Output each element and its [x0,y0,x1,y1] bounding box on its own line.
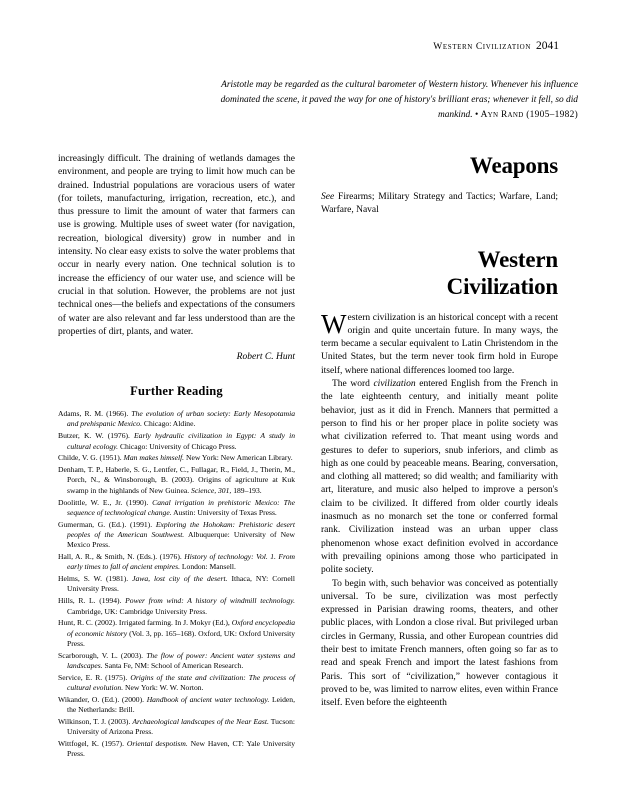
reference-entry: Hall, A. R., & Smith, N. (Eds.). (1976). History of technology: Vol. 1. From early times to fall of ancient empires. London: Mansell. [58,552,295,572]
further-reading-heading: Further Reading [130,384,223,399]
reference-entry: Wilkinson, T. J. (2003). Archaeological landscapes of the Near East. Tucson: University of Arizona Press. [58,716,295,737]
reference-entry: Doolittle, W. E., Jr. (1990). Canal irrigation in prehistoric Mexico: The sequence of technological change. Austin: University of Texas Press. [58,497,295,517]
entry-opening-paragraph [321,308,558,378]
right-column [321,153,558,711]
article-paragraph: increasingly difficult. The draining of wetlands damages the environment, and people are trying to limit how much can be drained. Industrial populations are voracious users of water (for toilets, manufacturing, irrigation, recreation, etc.), and thus pressure to limit the amount of water that farmers can use is growing. Multiple uses of sweet water (for navigation, recreation, biological diversity) grow in number and in intensity. No clear easy exists to solve the water problems that occur in nearly every nation. One technical solution is to increase the efficiency of our water use, and science will be crucial in that solution. However, the problems are not just technical ones—the beliefs and expectations of the consumers of water are also relevant and far less understood than are the properties of dirt, plants, and water. [58,154,295,337]
see-also-list: Firearms; Military Strategy and Tactics; Warfare, Land; Warfare, Naval [321,192,558,216]
reference-entry: Hills, R. L. (1994). Power from wind: A history of windmill technology. Cambridge, UK: Cambridge University Press. [58,596,296,616]
reference-entry: Gumerman, G. (Ed.). (1991). Exploring the Hohokam: Prehistoric desert peoples of the American Southwest. Albuquerque: University of New Mexico Press. [58,519,295,550]
reference-entry: Service, E. R. (1975). Origins of the state and civilization: The process of cultural evolution. New York: W. W. Norton. [58,672,295,693]
entry-paragraph: The word civilization entered English from the French in the late eighteenth century, and initially meant polite behavior, just as it did in French. Manners that permitted a person to find his or her proper place in polite society was what civilization referred to. That meant using words and gestures to defer to superiors, snub inferiors, and climb as high as one could by peaceable means. Bearing, conversation, and clothing all mattered; so did wealth; and familiarity with art, literature, and music also helped to improve a person's claim to be civilized. It differed from older courtly ideals inasmuch as no monarch set the tone or conferred formal rank. Civilization instead was an urban upper class phenomenon whose exact definition evolved in accordance with prevailing opinions among those who participated in polite society. [321,379,559,576]
entry-title-line1: Western [477,246,558,272]
drop-cap: W [321,308,347,339]
epigraph-attribution: Ayn Rand (1905–1982) [480,110,578,120]
reference-entry: Wikander, O. (Ed.). (2000). Handbook of ancient water technology. Leiden, the Netherlands: Brill. [58,694,295,715]
reference-entry: Childe, V. G. (1951). Man makes himself. New York: New American Library. [58,453,293,463]
reference-entry: Helms, S. W. (1981). Jawa, lost city of the desert. Ithaca, NY: Cornell University Press. [58,574,295,594]
epigraph [204,78,578,123]
author-signature: Robert C. Hunt [236,352,295,363]
epigraph-bullet: • [474,110,479,120]
entry-title-weapons: Weapons [469,153,558,178]
two-column-body [58,153,559,761]
reference-entry: Hunt, R. C. (2002). Irrigated farming. In J. Mokyr (Ed.), Oxford encyclopedia of economic history (Vol. 3, pp. 165–168). Oxford, UK: Oxford University Press. [58,618,296,648]
see-also-weapons [321,191,558,218]
see-also-prefix: See [321,192,335,202]
page-number: 2041 [536,40,559,52]
reference-entry: Wittfogel, K. (1957). Oriental despotism. New Haven, CT: Yale University Press. [58,739,295,759]
running-head-title: Western Civilization [433,42,531,52]
reference-entry: Butzer, K. W. (1976). Early hydraulic civilization in Egypt: A study in cultural ecology. Chicago: University of Chicago Press. [58,431,295,451]
entry-title-line2: Civilization [446,273,558,299]
left-column [58,153,295,761]
entry-title-western-civilization [321,246,558,300]
entry-paragraph: To begin with, such behavior was conceived as potentially universal. To be sure, civilization was most perfectly expressed in Parisian drawing rooms, theaters, and other public places, with London a close rival. But privileged urban circles in Germany, Russia, and other European countries did their best to imitate French manners, often going so far as to read and speak French and import the latest fashions from Paris. This sort of “civilization,” however contagious it proved to be, was limited to narrow elites, even within France itself. Even before the eighteenth [321,578,558,709]
reference-entry: Adams, R. M. (1966). The evolution of urban society: Early Mesopotamia and prehispanic Mexico. Chicago: Aldine. [58,409,295,429]
entry-opening-text: estern civilization is an historical concept with a recent origin and quite uncertain future. In many ways, the term became a secular equivalent to Latin Christendom in the United States, but the term never took firm hold in Europe itself, where national differences loomed too large. [321,312,558,376]
running-head [58,40,559,52]
reference-entry: Scarborough, V. L. (2003). The flow of power: Ancient water systems and landscapes. Santa Fe, NM: School of American Research. [58,650,295,670]
epigraph-text: Aristotle may be regarded as the cultural barometer of Western history. Whenever his influence dominated the scene, it paved the way for one of history's brilliant eras; whenever it fell, so did mankind. [220,80,578,120]
reference-entry: Denham, T. P., Haberle, S. G., Lentfer, C., Fullagar, R., Field, J., Therin, M., Porch, N., & Winsborough, B. (2003). Origins of agriculture at Kuk swamp in the highlands of New Guinea. Science, 301, 189–193. [58,465,295,495]
